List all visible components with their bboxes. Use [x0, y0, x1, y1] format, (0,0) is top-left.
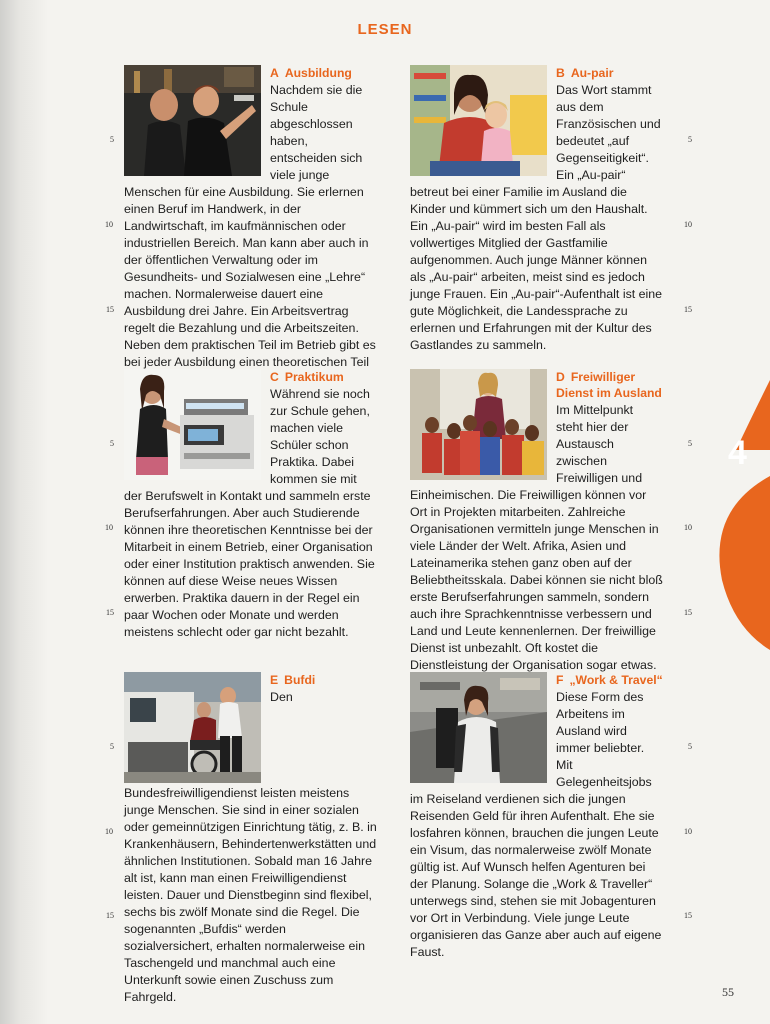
photo-intern-at-copier	[124, 369, 261, 480]
chapter-tab	[718, 380, 770, 650]
article-heading: F „Work & Travel“	[556, 673, 663, 687]
line-number: 5	[110, 135, 114, 144]
article-heading: A Ausbildung	[270, 66, 352, 80]
article-freiwilliger-dienst	[410, 369, 663, 674]
article-ausbildung	[124, 65, 377, 388]
line-number: 5	[688, 742, 692, 751]
article-text: Im Mittelpunkt steht hier der Austausch zwischen Freiwilligen und Einheimischen. Die Freiwilligen können vor Ort in Projekten mitarbeiten. Zahlreiche Organisationen vermitteln junge Menschen in viele Länder der Welt. Afrika, Asien und Lateinamerika stehen ganz oben auf der Beliebtheitsskala. Dabei können sie nicht bloß erste Berufserfahrungen sammeln, sondern auch ihre Sprachkenntnisse verbessern und Land und Leute kennenlernen. Der freiwillige Dienst ist unbezahlt. Oft kostet die Dienstleistung der Organisation sogar etwas.	[410, 403, 663, 672]
line-number: 15	[684, 911, 692, 920]
article-work-and-travel	[410, 672, 663, 961]
photo-apprentices-workshop	[124, 65, 261, 176]
line-number: 15	[106, 608, 114, 617]
article-bufdi	[124, 672, 377, 1006]
article-heading: B Au-pair	[556, 66, 614, 80]
line-number: 10	[684, 827, 692, 836]
line-number: 15	[684, 608, 692, 617]
section-title: LESEN	[357, 21, 413, 38]
line-number: 10	[105, 827, 113, 836]
line-number: 10	[684, 220, 692, 229]
line-number: 15	[106, 911, 114, 920]
article-text: Nachdem sie die Schule abgeschlossen haben, entscheiden sich viele junge Menschen für eine Ausbildung. Sie erlernen einen Beruf im Handwerk, in der Landwirtschaft, im kaufmännischen oder industriellen Bereich. Man kann aber auch in der öffentlichen Verwaltung oder im Gesundheits- und Sozialwesen eine „Lehre“ machen. Normalerweise dauert eine Ausbildung drei Jahre. Ein Arbeitsvertrag regelt die Bezahlung und die Arbeitszeiten. Neben dem praktischen Teil im Betrieb gibt es bei jeder Ausbildung einen theoretischen Teil	[124, 83, 376, 369]
line-number: 5	[688, 135, 692, 144]
line-number: 15	[684, 305, 692, 314]
article-text: Diese Form des Arbeitens im Ausland wird immer beliebter. Mit Gelegenheitsjobs im Reiseland verdienen sich die jungen Reisenden Geld für ihren Aufenthalt. Ehe sie losfahren können, brauchen die jungen Leute ein Visum, das normalerweise zwölf Monate gültig ist. Auf Wunsch helfen Agenturen bei der Planung. Solange die „Work & Traveller“ unterwegs sind, stehen sie mit Jobagenturen vor Ort in Verbindung. Viele junge Leute organisieren das Ganze aber auch auf eigene Faust.	[410, 690, 662, 959]
line-number: 5	[110, 742, 114, 751]
page-number: 55	[722, 985, 734, 999]
article-heading: D Freiwilliger Dienst im Ausland	[556, 370, 662, 400]
line-number: 10	[105, 523, 113, 532]
page-gutter-shadow	[0, 0, 48, 1024]
article-praktikum	[124, 369, 377, 641]
article-heading: E Bufdi	[270, 673, 316, 687]
photo-volunteer-with-children	[410, 369, 547, 480]
photo-au-pair-with-child	[410, 65, 547, 176]
line-number: 5	[688, 439, 692, 448]
article-text: Während sie noch zur Schule gehen, machen viele Schüler schon Praktika. Dabei kommen sie mit der Berufswelt in Kontakt und sammeln erste Berufserfahrungen. Aber auch Studierende können ihre theoretischen Kenntnisse bei der Mitarbeit in einem Betrieb, einer Organisation oder einer Institution praktisch anwenden. Sie können auf diese Weise neues Wissen erwerben. Praktika dauern in der Regel ein paar Wochen oder Monate und werden meistens schlecht oder gar nicht bezahlt.	[124, 387, 375, 639]
chapter-number: 4	[728, 434, 747, 472]
line-number: 5	[110, 439, 114, 448]
article-heading: C Praktikum	[270, 370, 344, 384]
photo-backpacker	[410, 672, 547, 783]
article-text: Das Wort stammt aus dem Französischen und bedeutet „auf Gegenseitigkeit“. Ein „Au-pair“ betreut bei einer Familie im Ausland die Kinder und kümmert sich um den Haushalt. Ein „Au-pair“ wird im besten Fall als vollwertiges Mitglied der Gastfamilie aufgenommen. Auch junge Männer können als „Au-pair“ arbeiten, meist sind es jedoch junge Frauen. Ein „Au-pair“-Aufenthalt ist eine gute Möglichkeit, die Landessprache zu erlernen und Erfahrungen mit der Kultur des Gastlandes zu sammeln.	[410, 83, 663, 352]
article-au-pair	[410, 65, 663, 354]
line-number: 10	[684, 523, 692, 532]
line-number: 15	[106, 305, 114, 314]
article-text: Den Bundesfreiwilligendienst leisten meistens junge Menschen. Sie sind in einer sozialen oder gemeinnützigen Einrichtung tätig, z. B. in Krankenhäusern, Behindertenwerkstätten und ähnlichen Institutionen. Sobald man 16 Jahre alt ist, kann man einen Freiwilligendienst leisten. Dauer und Dienstbeginn sind flexibel, sechs bis zwölf Monate sind die Regel. Die sogenannten „Bufdis“ werden sozialversichert, erhalten normalerweise ein Taschengeld und manchmal auch eine Unterkunft sowie einen Zuschuss zum Fahrgeld.	[124, 690, 377, 1004]
line-number: 10	[105, 220, 113, 229]
photo-wheelchair-van	[124, 672, 261, 783]
